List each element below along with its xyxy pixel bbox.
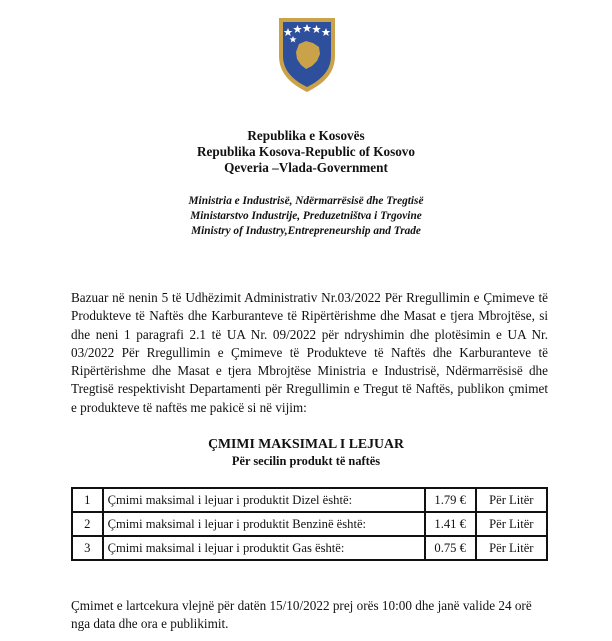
header-country-multilingual: Republika Kosova-Republic of Kosovo <box>197 144 415 159</box>
kosovo-coat-of-arms-icon <box>275 14 339 94</box>
product-price: 0.75 € <box>425 536 476 560</box>
header-country: Republika e Kosovës <box>247 128 365 143</box>
price-unit: Për Litër <box>476 536 547 560</box>
product-description: Çmimi maksimal i lejuar i produktit Dizel është: <box>103 488 425 512</box>
ministry-name-english: Ministry of Industry,Entrepreneurship and Trade <box>191 225 421 237</box>
product-price: 1.79 € <box>425 488 476 512</box>
table-row <box>72 512 547 536</box>
section-subtitle: Për secilin produkt të naftës <box>231 454 381 468</box>
product-description: Çmimi maksimal i lejuar i produktit Benzinë është: <box>103 512 425 536</box>
intro-paragraph: Bazuar në nenin 5 të Udhëzimit Administrativ Nr.03/2022 Për Rregullimin e Çmimeve të Produkteve të Naftës dhe Karburanteve të Ripërtërishme dhe Masat e tjera Mbrojtëse, si dhe neni 1 paragrafi 2.1 të UA Nr. 09/2022 për ndryshimin dhe plotësimin e UA Nr. 03/2022 Për Rregullimin e Çmimeve të Produkteve të Naftës dhe Karburanteve të Ripërtërishme dhe Masat e tjera Mbrojtëse Ministria e Industrisë, Ndërmarrësisë dhe Tregtisë respektivisht Departamenti për Rregullimin e Tregut të Naftës, publikon çmimet e produkteve të naftës me pakicë si në vijim: <box>71 290 548 415</box>
ministry-name-albanian: Ministria e Industrisë, Ndërmarrësisë dhe Tregtisë <box>188 195 424 207</box>
price-table <box>71 487 548 561</box>
table-row <box>72 488 547 512</box>
header-government: Qeveria –Vlada-Government <box>224 160 388 175</box>
price-unit: Për Litër <box>476 512 547 536</box>
product-description: Çmimi maksimal i lejuar i produktit Gas është: <box>103 536 425 560</box>
ministry-name-serbian: Ministarstvo Industrije, Preduzetništva i Trgovine <box>190 210 422 222</box>
product-price: 1.41 € <box>425 512 476 536</box>
row-number: 2 <box>72 512 103 536</box>
price-unit: Për Litër <box>476 488 547 512</box>
validity-note: Çmimet e lartcekura vlejnë për datën 15/10/2022 prej orës 10:00 dhe janë valide 24 orë nga data dhe ora e publikimit. <box>71 598 532 632</box>
table-row <box>72 536 547 560</box>
row-number: 1 <box>72 488 103 512</box>
section-title: ÇMIMI MAKSIMAL I LEJUAR <box>208 436 404 451</box>
row-number: 3 <box>72 536 103 560</box>
